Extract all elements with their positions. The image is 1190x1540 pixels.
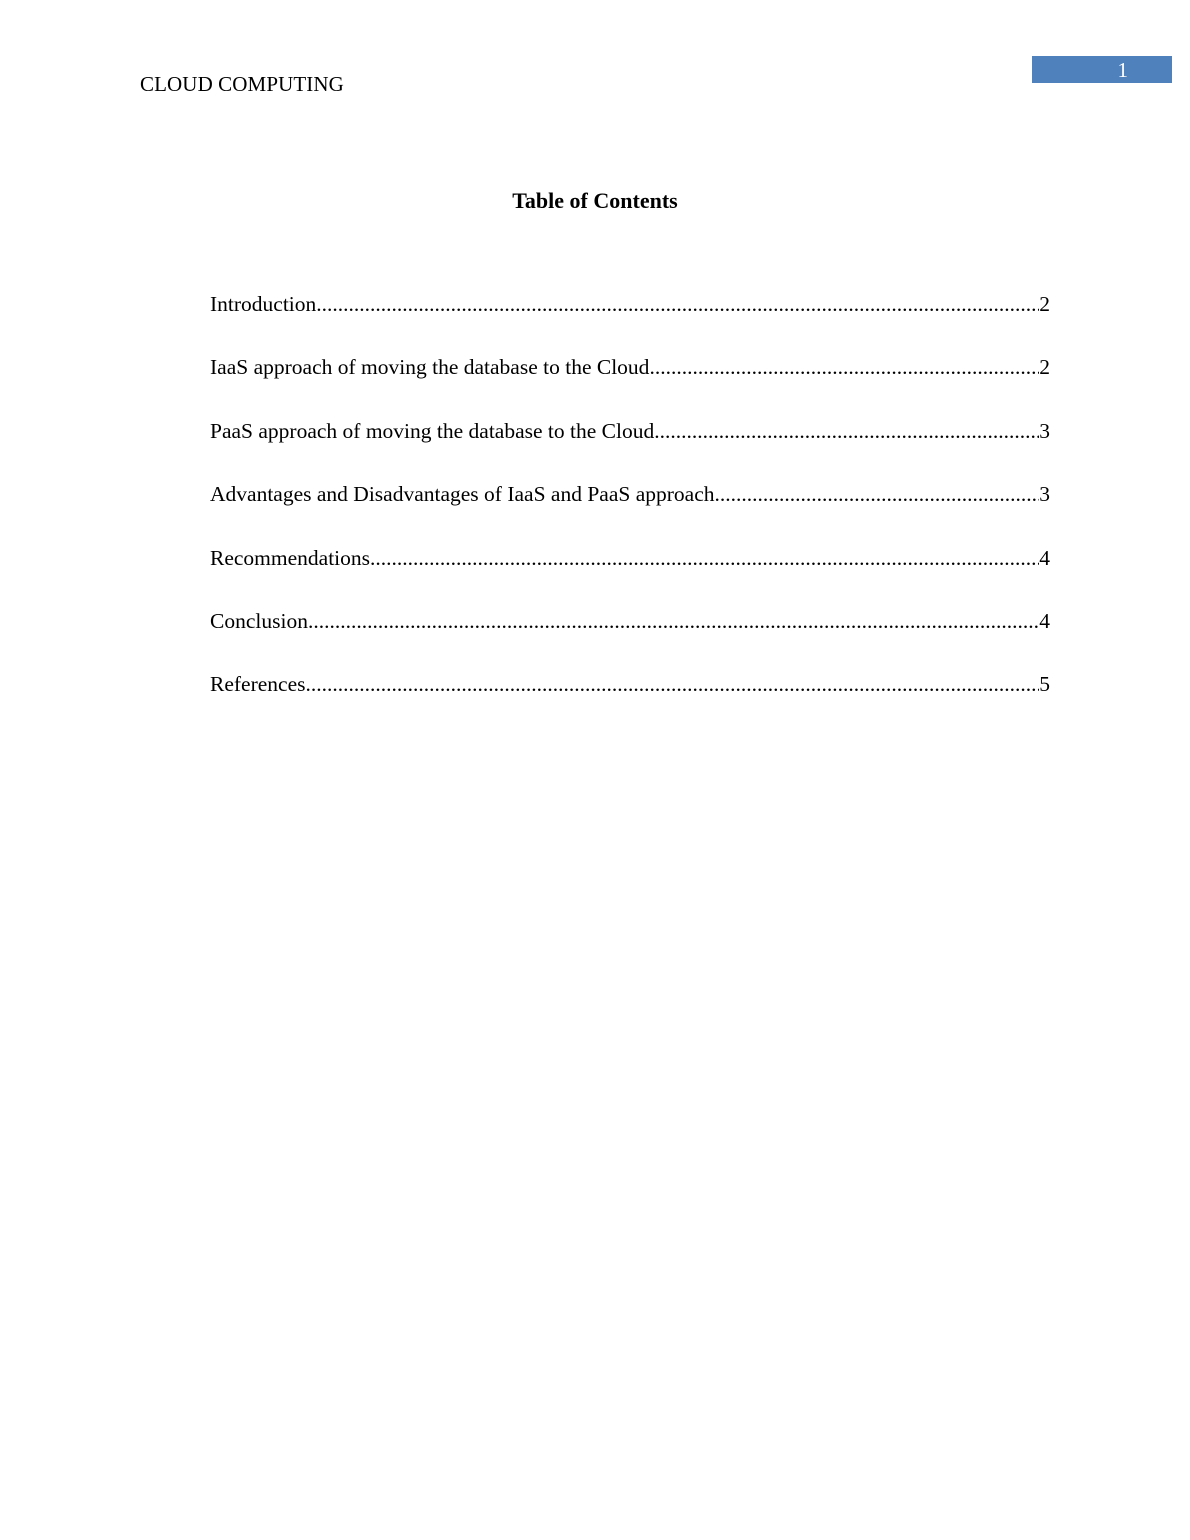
toc-entry-page: 2 xyxy=(1039,355,1050,380)
toc-entry-page: 4 xyxy=(1039,608,1050,633)
toc-entry-label: Conclusion xyxy=(210,608,308,633)
toc-entry-label: PaaS approach of moving the database to the Cloud xyxy=(210,418,655,443)
toc-entry-label: Advantages and Disadvantages of IaaS and PaaS approach xyxy=(210,482,715,507)
toc-entry-page: 3 xyxy=(1039,482,1050,507)
toc-dot-leader xyxy=(649,353,1039,381)
toc-list xyxy=(210,290,1050,734)
toc-entry-introduction[interactable] xyxy=(210,290,1050,353)
toc-dot-leader xyxy=(316,290,1039,318)
toc-entry-conclusion[interactable] xyxy=(210,607,1050,670)
toc-entry-paas-approach[interactable] xyxy=(210,417,1050,480)
toc-entry-page: 4 xyxy=(1039,545,1050,570)
toc-entry-references[interactable] xyxy=(210,670,1050,733)
toc-entry-page: 5 xyxy=(1039,672,1050,697)
toc-entry-iaas-approach[interactable] xyxy=(210,353,1050,416)
toc-entry-page: 3 xyxy=(1039,418,1050,443)
toc-dot-leader xyxy=(714,480,1039,508)
toc-dot-leader xyxy=(654,417,1039,445)
toc-entry-label: References xyxy=(210,672,306,697)
toc-entry-label: IaaS approach of moving the database to the Cloud xyxy=(210,355,650,380)
toc-entry-recommendations[interactable] xyxy=(210,544,1050,607)
toc-dot-leader xyxy=(370,544,1039,572)
toc-title: Table of Contents xyxy=(512,188,678,213)
toc-dot-leader xyxy=(308,607,1039,635)
toc-entry-advantages-disadvantages[interactable] xyxy=(210,480,1050,543)
toc-entry-label: Introduction xyxy=(210,292,317,316)
toc-entry-label: Recommendations xyxy=(210,545,371,570)
page-number: 1 xyxy=(1117,58,1128,82)
running-head: CLOUD COMPUTING xyxy=(140,72,344,96)
toc-dot-leader xyxy=(306,670,1040,698)
toc-entry-page: 2 xyxy=(1039,292,1050,316)
page-number-box xyxy=(1032,56,1172,83)
